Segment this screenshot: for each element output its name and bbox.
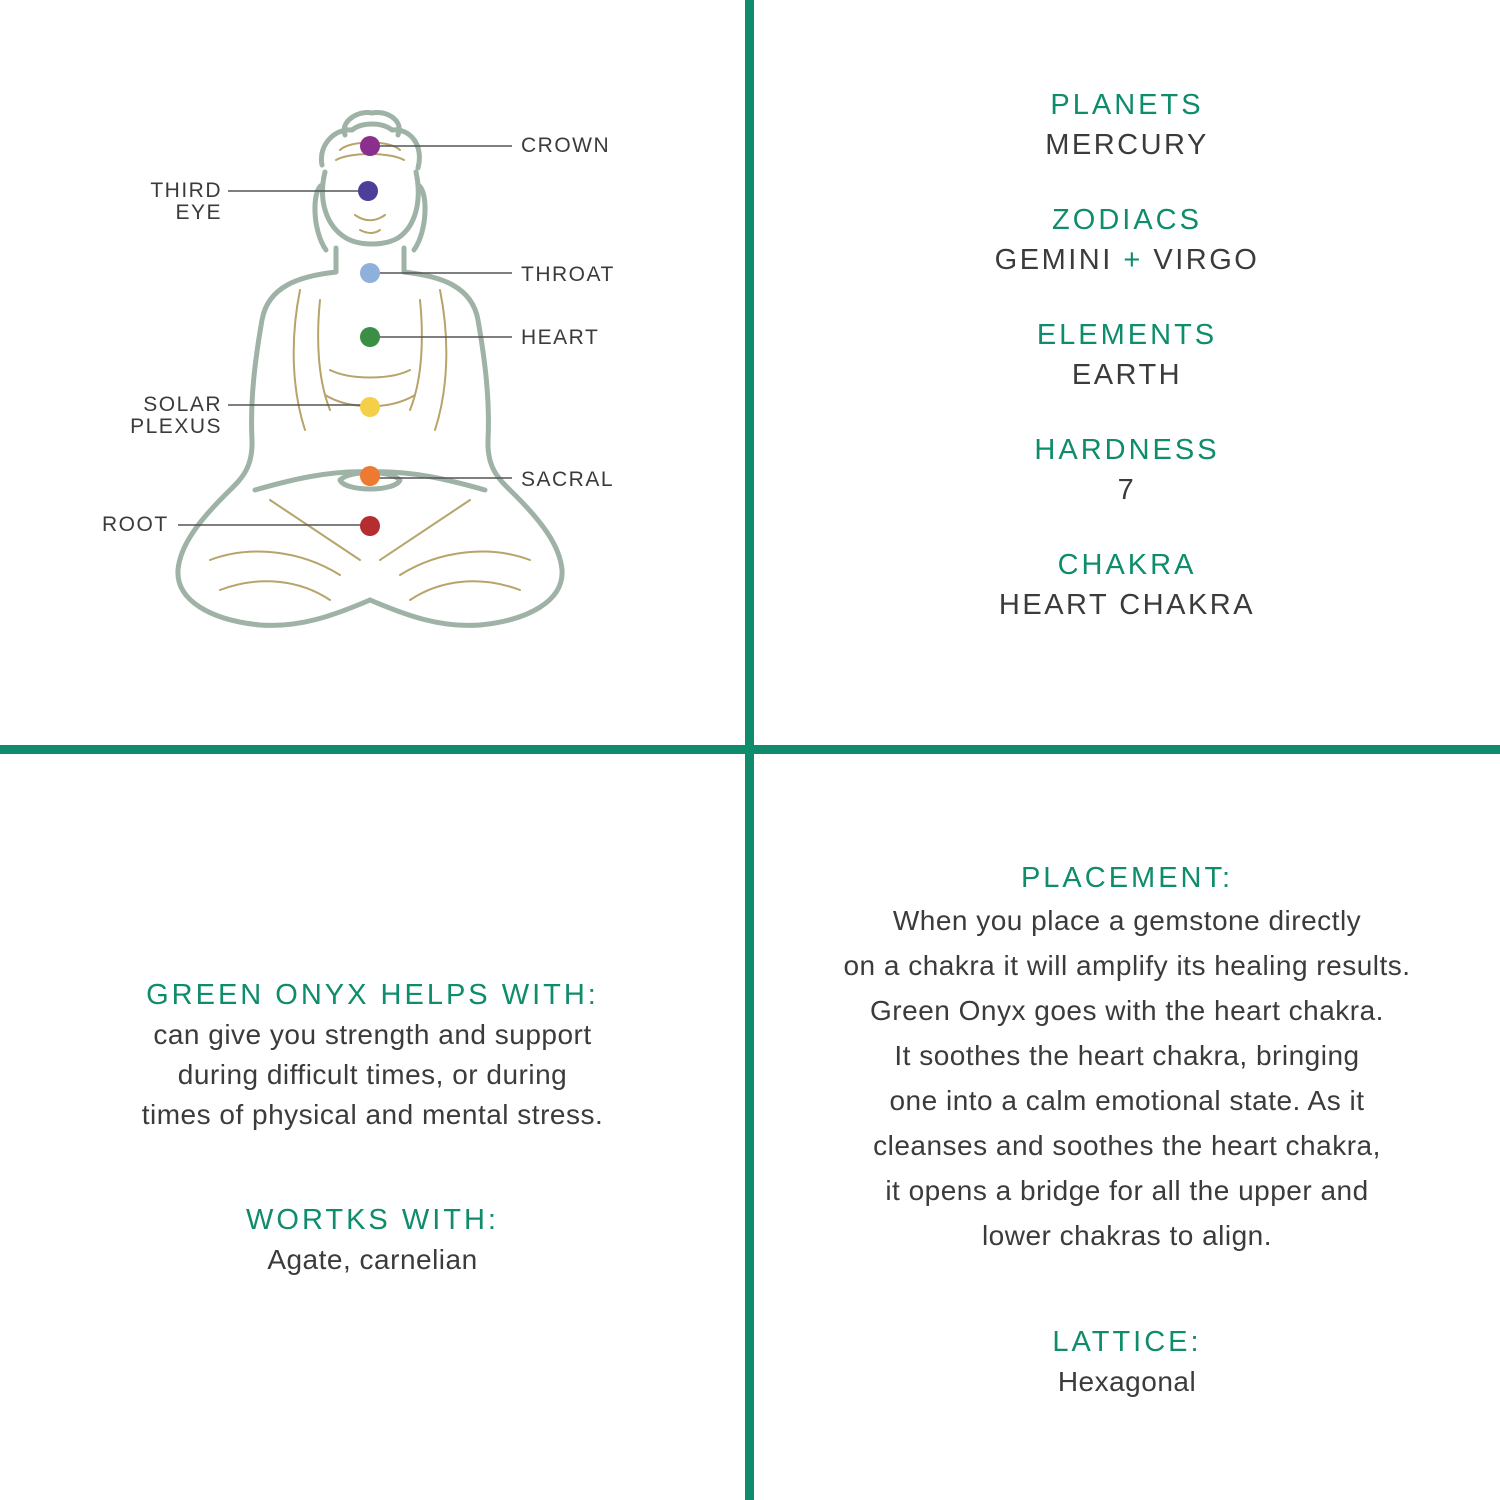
- chakra-dot-crown: [360, 136, 380, 156]
- helps-with-heading: GREEN ONYX HELPS WITH:: [146, 979, 599, 1011]
- property-value: 7: [1117, 474, 1137, 506]
- placement-line: When you place a gemstone directly: [892, 905, 1362, 936]
- helps-with-line: times of physical and mental stress.: [141, 1099, 604, 1130]
- property-heading: HARDNESS: [1034, 434, 1220, 466]
- lattice-value: Hexagonal: [1057, 1366, 1197, 1397]
- chakra-dot-sacral: [360, 466, 380, 486]
- property-zodiacs: [754, 200, 1500, 280]
- horizontal-divider: [0, 745, 1500, 754]
- zodiac-sign: GEMINI: [994, 244, 1113, 276]
- chakra-dot-root: [360, 516, 380, 536]
- placement-line: cleanses and soothes the heart chakra,: [873, 1130, 1381, 1161]
- placement-heading: PLACEMENT:: [1020, 862, 1234, 894]
- placement-panel: [754, 754, 1500, 1500]
- chakra-label-root: ROOT: [102, 513, 169, 536]
- chakra-dot-heart: [360, 327, 380, 347]
- placement-line: on a chakra it will amplify its healing results.: [843, 950, 1411, 981]
- property-heading: CHAKRA: [1057, 549, 1197, 581]
- chakra-label-heart: HEART: [521, 326, 600, 349]
- properties-panel: [754, 0, 1500, 745]
- property-heading: PLANETS: [1050, 89, 1204, 121]
- lattice-heading: LATTICE:: [1052, 1326, 1202, 1358]
- property-value: HEART CHAKRA: [998, 589, 1256, 621]
- placement-line: It soothes the heart chakra, bringing: [894, 1040, 1360, 1071]
- plus-sign: +: [1123, 244, 1143, 276]
- chakra-label-sacral: SACRAL: [521, 468, 615, 491]
- chakra-dot-third-eye: [358, 181, 378, 201]
- works-with-heading: WORTKS WITH:: [246, 1204, 499, 1236]
- placement-line: it opens a bridge for all the upper and: [885, 1175, 1369, 1206]
- property-value: EARTH: [1071, 359, 1183, 391]
- lattice-section: [754, 1322, 1500, 1402]
- placement-line: one into a calm emotional state. As it: [889, 1085, 1365, 1116]
- property-hardness: [754, 430, 1500, 510]
- placement-line: lower chakras to align.: [981, 1220, 1273, 1251]
- helps-with-section: [0, 975, 745, 1135]
- helps-with-line: during difficult times, or during: [177, 1059, 568, 1090]
- property-elements: [754, 315, 1500, 395]
- placement-line: Green Onyx goes with the heart chakra.: [870, 995, 1384, 1026]
- chakra-dot-solar-plexus: [360, 397, 380, 417]
- meditating-figure-illustration: [0, 0, 745, 745]
- property-heading: ELEMENTS: [1036, 319, 1218, 351]
- property-value: [754, 240, 1500, 280]
- chakra-label-solar-plexus: SOLAR PLEXUS: [130, 393, 222, 438]
- works-with-value: Agate, carnelian: [267, 1244, 478, 1275]
- chakra-label-crown: CROWN: [521, 134, 611, 157]
- chakra-dots: [358, 136, 380, 536]
- property-planets: [754, 85, 1500, 165]
- placement-section: [754, 858, 1500, 1258]
- chakra-diagram-panel: [0, 0, 745, 745]
- chakra-label-third-eye: THIRD EYE: [150, 179, 222, 224]
- helps-with-line: can give you strength and support: [153, 1019, 592, 1050]
- property-heading: ZODIACS: [1052, 204, 1202, 236]
- chakra-label-throat: THROAT: [521, 263, 615, 286]
- chakra-dot-throat: [360, 263, 380, 283]
- property-value: MERCURY: [1045, 129, 1209, 161]
- chakra-leader-lines: [178, 146, 512, 525]
- zodiac-sign: VIRGO: [1153, 244, 1260, 276]
- property-chakra: [754, 545, 1500, 625]
- works-with-section: [0, 1200, 745, 1280]
- benefits-panel: [0, 754, 745, 1500]
